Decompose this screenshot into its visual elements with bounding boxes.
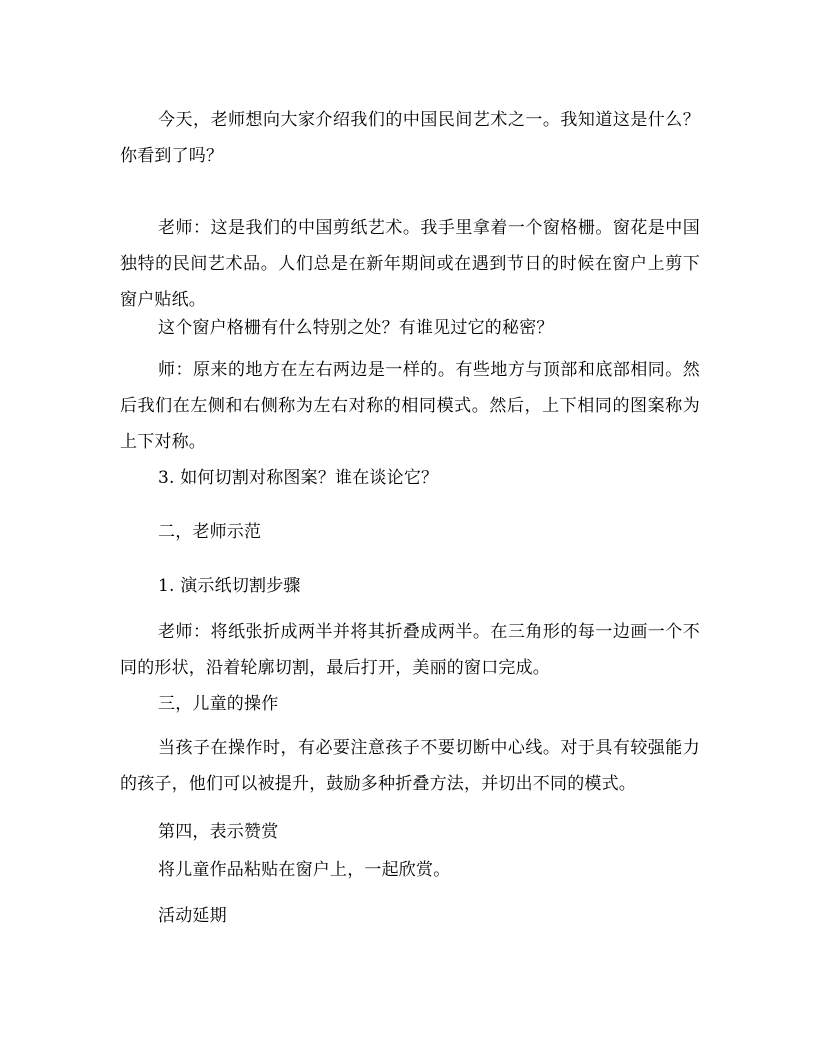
paragraph-intro: 今天，老师想向大家介绍我们的中国民间艺术之一。我知道这是什么？你看到了吗？ bbox=[120, 110, 700, 166]
heading-appreciation: 第四，表示赞赏 bbox=[158, 822, 279, 842]
heading-teacher-demo: 二，老师示范 bbox=[158, 522, 262, 542]
heading-children-operation: 三，儿童的操作 bbox=[158, 694, 279, 714]
paragraph-teacher-paper-cutting: 老师：这是我们的中国剪纸艺术。我手里拿着一个窗格栅。窗花是中国独特的民间艺术品。人们总是在新年期间或在遇到节日的时候在窗户上剪下窗户贴纸。 bbox=[120, 218, 700, 310]
heading-demo-steps: 1. 演示纸切割步骤 bbox=[158, 576, 301, 596]
heading-activity-extension: 活动延期 bbox=[158, 906, 227, 926]
paragraph-folding-steps: 老师：将纸张折成两半并将其折叠成两半。在三角形的每一边画一个不同的形状，沿着轮廓切割，最后打开，美丽的窗口完成。 bbox=[120, 622, 700, 678]
paragraph-how-to-cut: 3. 如何切割对称图案？谁在谈论它？ bbox=[158, 468, 439, 488]
paragraph-children-guidance: 当孩子在操作时，有必要注意孩子不要切断中心线。对于具有较强能力的孩子，他们可以被提升，鼓励多种折叠方法，并切出不同的模式。 bbox=[120, 738, 700, 794]
paragraph-symmetry-explanation: 师：原来的地方在左右两边是一样的。有些地方与顶部和底部相同。然后我们在左侧和右侧称为左右对称的相同模式。然后，上下相同的图案称为上下对称。 bbox=[120, 360, 700, 452]
paragraph-window-question: 这个窗户格栅有什么特别之处？有谁见过它的秘密？ bbox=[158, 318, 554, 338]
paragraph-display-works: 将儿童作品粘贴在窗户上，一起欣赏。 bbox=[158, 860, 451, 880]
